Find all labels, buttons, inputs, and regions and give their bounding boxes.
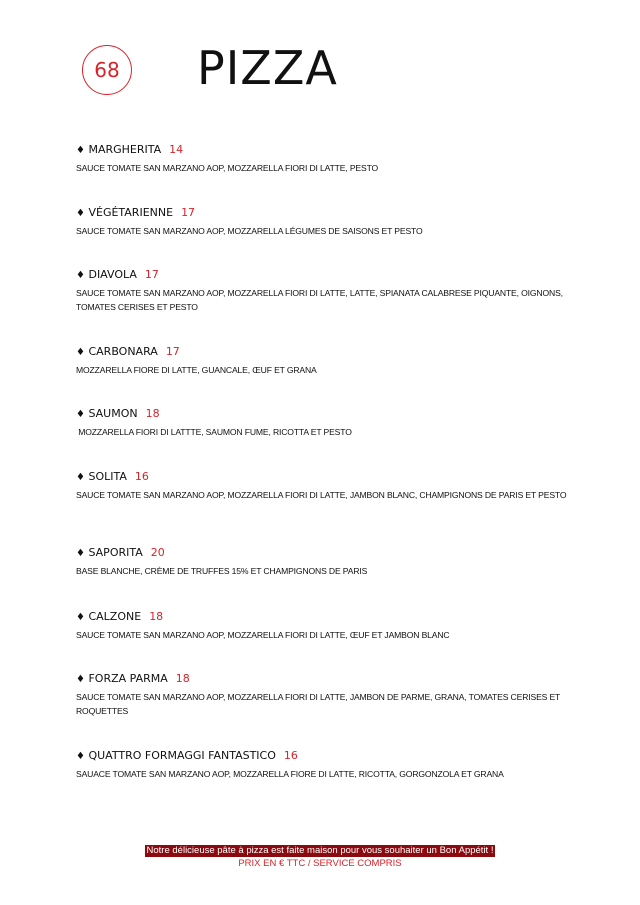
diamond-bullet-icon: ♦ bbox=[76, 270, 85, 281]
item-name: SAUMON bbox=[88, 407, 138, 420]
item-price: 17 bbox=[144, 268, 159, 281]
service-notice: PRIX EN € TTC / SERVICE COMPRIS bbox=[238, 858, 402, 869]
item-name: FORZA PARMA bbox=[88, 672, 168, 685]
item-name: MARGHERITA bbox=[88, 143, 162, 156]
item-name: DIAVOLA bbox=[88, 268, 137, 281]
diamond-bullet-icon: ♦ bbox=[76, 674, 85, 685]
diamond-bullet-icon: ♦ bbox=[76, 145, 85, 156]
item-price: 17 bbox=[165, 345, 180, 358]
item-price: 18 bbox=[175, 672, 190, 685]
house-dough-notice: Notre délicieuse pâte à pizza est faite maison pour vous souhaiter un Bon Appétit ! bbox=[146, 845, 494, 856]
item-price: 18 bbox=[145, 407, 160, 420]
item-price: 16 bbox=[283, 749, 298, 762]
item-name: CARBONARA bbox=[88, 345, 158, 358]
item-name: CALZONE bbox=[88, 610, 142, 623]
diamond-bullet-icon: ♦ bbox=[76, 208, 85, 219]
diamond-bullet-icon: ♦ bbox=[76, 347, 85, 358]
diamond-bullet-icon: ♦ bbox=[76, 612, 85, 623]
item-description: BASE BLANCHE, CRÈME DE TRUFFES 15% ET CHAMPIGNONS DE PARIS bbox=[76, 566, 368, 576]
item-price: 20 bbox=[150, 546, 165, 559]
menu-item bbox=[76, 407, 596, 439]
item-name: VÉGÉTARIENNE bbox=[88, 206, 174, 219]
menu-item bbox=[76, 268, 596, 314]
item-description: SAUCE TOMATE SAN MARZANO AOP, MOZZARELLA LÉGUMES DE SAISONS ET PESTO bbox=[76, 226, 423, 236]
item-description: SAUCE TOMATE SAN MARZANO AOP, MOZZARELLA FIORI DI LATTE, LATTE, SPIANATA CALABRESE PIQUANTE, OIGNONS, TOMATES CERISES ET PESTO bbox=[76, 288, 563, 312]
menu-item bbox=[76, 345, 596, 377]
page-title: PIZZA bbox=[197, 41, 338, 95]
restaurant-logo bbox=[82, 45, 132, 95]
menu-item bbox=[76, 470, 596, 502]
item-description: SAUACE TOMATE SAN MARZANO AOP, MOZZARELLA FIORE DI LATTE, RICOTTA, GORGONZOLA ET GRANA bbox=[76, 769, 504, 779]
item-price: 14 bbox=[169, 143, 184, 156]
menu-item bbox=[76, 206, 596, 238]
item-price: 17 bbox=[181, 206, 196, 219]
item-description: SAUCE TOMATE SAN MARZANO AOP, MOZZARELLA FIORI DI LATTE, JAMBON BLANC, CHAMPIGNONS DE PARIS ET PESTO bbox=[76, 490, 567, 500]
item-price: 16 bbox=[134, 470, 149, 483]
item-description: MOZZARELLA FIORE DI LATTE, GUANCALE, ŒUF ET GRANA bbox=[76, 365, 317, 375]
item-description: SAUCE TOMATE SAN MARZANO AOP, MOZZARELLA FIORI DI LATTE, JAMBON DE PARME, GRANA, TOMATES CERISES ET ROQUETTES bbox=[76, 692, 560, 716]
menu-item bbox=[76, 143, 596, 175]
diamond-bullet-icon: ♦ bbox=[76, 409, 85, 420]
footer bbox=[0, 840, 640, 870]
item-description: SAUCE TOMATE SAN MARZANO AOP, MOZZARELLA FIORI DI LATTE, ŒUF ET JAMBON BLANC bbox=[76, 630, 450, 640]
item-description: MOZZARELLA FIORI DI LATTTE, SAUMON FUME, RICOTTA ET PESTO bbox=[76, 427, 352, 437]
diamond-bullet-icon: ♦ bbox=[76, 472, 85, 483]
item-price: 18 bbox=[149, 610, 164, 623]
diamond-bullet-icon: ♦ bbox=[76, 548, 85, 559]
menu-item bbox=[76, 672, 596, 718]
item-name: SAPORITA bbox=[88, 546, 143, 559]
menu-item bbox=[76, 546, 596, 578]
menu-item bbox=[76, 749, 596, 781]
item-name: SOLITA bbox=[88, 470, 127, 483]
item-description: SAUCE TOMATE SAN MARZANO AOP, MOZZARELLA FIORI DI LATTE, PESTO bbox=[76, 163, 379, 173]
diamond-bullet-icon: ♦ bbox=[76, 751, 85, 762]
item-name: QUATTRO FORMAGGI FANTASTICO bbox=[88, 749, 276, 762]
menu-item bbox=[76, 610, 596, 642]
logo-text: 68 bbox=[94, 58, 120, 82]
